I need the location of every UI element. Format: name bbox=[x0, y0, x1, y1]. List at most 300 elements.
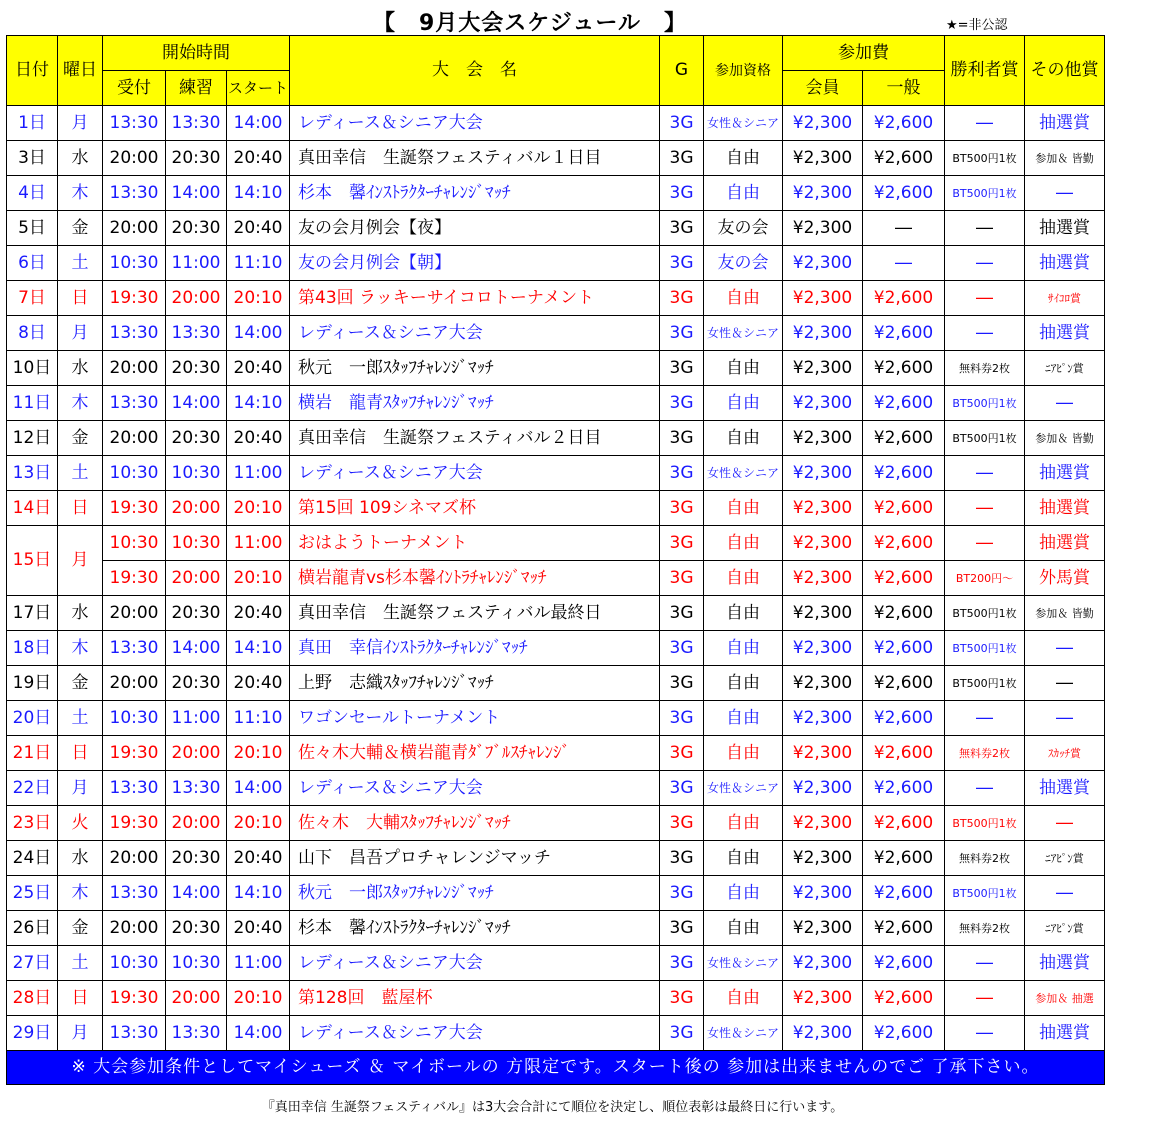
start-time: 20:40 bbox=[227, 421, 290, 456]
weekday: 水 bbox=[58, 841, 103, 876]
start-time: 11:10 bbox=[227, 246, 290, 281]
games: 3G bbox=[660, 176, 704, 211]
general-fee: ¥2,600 bbox=[863, 946, 945, 981]
games: 3G bbox=[660, 666, 704, 701]
day: 14日 bbox=[7, 491, 58, 526]
weekday: 木 bbox=[58, 631, 103, 666]
general-fee: ¥2,600 bbox=[863, 701, 945, 736]
tournament-name: 杉本 馨ｲﾝｽﾄﾗｸﾀｰﾁｬﾚﾝｼﾞﾏｯﾁ bbox=[290, 911, 660, 946]
tournament-name: レディース＆シニア大会 bbox=[290, 456, 660, 491]
qualification: 自由 bbox=[704, 491, 783, 526]
reception-time: 20:00 bbox=[103, 596, 166, 631]
tournament-name: 上野 志織ｽﾀｯﾌﾁｬﾚﾝｼﾞﾏｯﾁ bbox=[290, 666, 660, 701]
table-row bbox=[7, 281, 1105, 316]
weekday: 火 bbox=[58, 806, 103, 841]
practice-time: 10:30 bbox=[166, 456, 227, 491]
tournament-name: 第15回 109シネマズ杯 bbox=[290, 491, 660, 526]
member-fee: ¥2,300 bbox=[783, 106, 863, 141]
winner-prize: BT500円1枚 bbox=[945, 876, 1025, 911]
start-time: 11:00 bbox=[227, 526, 290, 561]
other-prize: ― bbox=[1025, 876, 1105, 911]
general-fee: ¥2,600 bbox=[863, 386, 945, 421]
member-fee: ¥2,300 bbox=[783, 666, 863, 701]
tournament-name: 友の会月例会【朝】 bbox=[290, 246, 660, 281]
weekday: 月 bbox=[58, 771, 103, 806]
reception-time: 19:30 bbox=[103, 561, 166, 596]
qualification: 自由 bbox=[704, 981, 783, 1016]
table-row bbox=[7, 456, 1105, 491]
legend-note: ★=非公認 bbox=[946, 18, 1008, 33]
practice-time: 20:00 bbox=[166, 561, 227, 596]
weekday: 土 bbox=[58, 456, 103, 491]
table-row bbox=[7, 876, 1105, 911]
general-fee: ¥2,600 bbox=[863, 876, 945, 911]
tournament-name: 真田 幸信ｲﾝｽﾄﾗｸﾀｰﾁｬﾚﾝｼﾞﾏｯﾁ bbox=[290, 631, 660, 666]
qualification: 自由 bbox=[704, 911, 783, 946]
reception-time: 20:00 bbox=[103, 141, 166, 176]
start-time: 20:10 bbox=[227, 736, 290, 771]
start-time: 14:00 bbox=[227, 106, 290, 141]
winner-prize: ― bbox=[945, 701, 1025, 736]
reception-time: 13:30 bbox=[103, 316, 166, 351]
table-row bbox=[7, 351, 1105, 386]
member-fee: ¥2,300 bbox=[783, 841, 863, 876]
reception-time: 20:00 bbox=[103, 911, 166, 946]
member-fee: ¥2,300 bbox=[783, 911, 863, 946]
reception-time: 19:30 bbox=[103, 491, 166, 526]
day: 28日 bbox=[7, 981, 58, 1016]
practice-time: 13:30 bbox=[166, 316, 227, 351]
member-fee: ¥2,300 bbox=[783, 561, 863, 596]
reception-time: 10:30 bbox=[103, 526, 166, 561]
member-fee: ¥2,300 bbox=[783, 526, 863, 561]
member-fee: ¥2,300 bbox=[783, 316, 863, 351]
qualification: 自由 bbox=[704, 666, 783, 701]
practice-time: 11:00 bbox=[166, 701, 227, 736]
practice-time: 14:00 bbox=[166, 176, 227, 211]
start-time: 20:40 bbox=[227, 211, 290, 246]
practice-time: 20:00 bbox=[166, 806, 227, 841]
qualification: 自由 bbox=[704, 806, 783, 841]
winner-prize: ― bbox=[945, 246, 1025, 281]
start-time: 20:10 bbox=[227, 806, 290, 841]
reception-time: 20:00 bbox=[103, 666, 166, 701]
tournament-name: 杉本 馨ｲﾝｽﾄﾗｸﾀｰﾁｬﾚﾝｼﾞﾏｯﾁ bbox=[290, 176, 660, 211]
tournament-name: 真田幸信 生誕祭フェスティバル最終日 bbox=[290, 596, 660, 631]
winner-prize: BT500円1枚 bbox=[945, 176, 1025, 211]
weekday: 水 bbox=[58, 351, 103, 386]
winner-prize: ― bbox=[945, 281, 1025, 316]
general-fee: ¥2,600 bbox=[863, 561, 945, 596]
tournament-name: 真田幸信 生誕祭フェスティバル２日目 bbox=[290, 421, 660, 456]
member-fee: ¥2,300 bbox=[783, 246, 863, 281]
other-prize: 抽選賞 bbox=[1025, 771, 1105, 806]
general-fee: ¥2,600 bbox=[863, 596, 945, 631]
winner-prize: BT500円1枚 bbox=[945, 141, 1025, 176]
winner-prize: 無料券2枚 bbox=[945, 736, 1025, 771]
table-row bbox=[7, 596, 1105, 631]
start-time: 20:40 bbox=[227, 351, 290, 386]
practice-time: 20:00 bbox=[166, 736, 227, 771]
general-fee: ¥2,600 bbox=[863, 421, 945, 456]
reception-time: 13:30 bbox=[103, 631, 166, 666]
start-time: 20:10 bbox=[227, 561, 290, 596]
tournament-name: 友の会月例会【夜】 bbox=[290, 211, 660, 246]
tournament-name: 佐々木 大輔ｽﾀｯﾌﾁｬﾚﾝｼﾞﾏｯﾁ bbox=[290, 806, 660, 841]
member-fee: ¥2,300 bbox=[783, 456, 863, 491]
weekday: 金 bbox=[58, 211, 103, 246]
member-fee: ¥2,300 bbox=[783, 211, 863, 246]
other-prize: ｻｲｺﾛ賞 bbox=[1025, 281, 1105, 316]
member-fee: ¥2,300 bbox=[783, 351, 863, 386]
day: 3日 bbox=[7, 141, 58, 176]
qualification: 女性＆シニア bbox=[704, 1016, 783, 1051]
header-fee: 参加費 bbox=[783, 36, 945, 71]
weekday: 金 bbox=[58, 421, 103, 456]
weekday: 日 bbox=[58, 981, 103, 1016]
tournament-name: 秋元 一郎ｽﾀｯﾌﾁｬﾚﾝｼﾞﾏｯﾁ bbox=[290, 876, 660, 911]
games: 3G bbox=[660, 561, 704, 596]
day: 25日 bbox=[7, 876, 58, 911]
weekday: 金 bbox=[58, 666, 103, 701]
winner-prize: BT500円1枚 bbox=[945, 386, 1025, 421]
winner-prize: ― bbox=[945, 1016, 1025, 1051]
practice-time: 20:00 bbox=[166, 981, 227, 1016]
practice-time: 20:30 bbox=[166, 596, 227, 631]
member-fee: ¥2,300 bbox=[783, 631, 863, 666]
qualification: 自由 bbox=[704, 351, 783, 386]
reception-time: 20:00 bbox=[103, 211, 166, 246]
winner-prize: ― bbox=[945, 981, 1025, 1016]
day: 5日 bbox=[7, 211, 58, 246]
table-row bbox=[7, 141, 1105, 176]
reception-time: 13:30 bbox=[103, 176, 166, 211]
table-row bbox=[7, 806, 1105, 841]
practice-time: 10:30 bbox=[166, 946, 227, 981]
games: 3G bbox=[660, 246, 704, 281]
start-time: 14:00 bbox=[227, 1016, 290, 1051]
winner-prize: BT500円1枚 bbox=[945, 806, 1025, 841]
member-fee: ¥2,300 bbox=[783, 386, 863, 421]
weekday: 木 bbox=[58, 386, 103, 421]
qualification: 自由 bbox=[704, 176, 783, 211]
table-row bbox=[7, 946, 1105, 981]
practice-time: 20:00 bbox=[166, 491, 227, 526]
weekday: 水 bbox=[58, 596, 103, 631]
table-row bbox=[7, 316, 1105, 351]
reception-time: 13:30 bbox=[103, 771, 166, 806]
start-time: 20:10 bbox=[227, 281, 290, 316]
qualification: 女性＆シニア bbox=[704, 771, 783, 806]
member-fee: ¥2,300 bbox=[783, 1016, 863, 1051]
header-start-time: 開始時間 bbox=[103, 36, 290, 71]
other-prize: ― bbox=[1025, 701, 1105, 736]
general-fee: ¥2,600 bbox=[863, 841, 945, 876]
general-fee: ¥2,600 bbox=[863, 491, 945, 526]
reception-time: 19:30 bbox=[103, 281, 166, 316]
qualification: 女性＆シニア bbox=[704, 946, 783, 981]
general-fee: ¥2,600 bbox=[863, 281, 945, 316]
start-time: 14:00 bbox=[227, 316, 290, 351]
games: 3G bbox=[660, 211, 704, 246]
reception-time: 20:00 bbox=[103, 351, 166, 386]
qualification: 自由 bbox=[704, 841, 783, 876]
other-prize: ｽｶｯﾁ賞 bbox=[1025, 736, 1105, 771]
winner-prize: 無料券2枚 bbox=[945, 351, 1025, 386]
other-prize: 参加＆ 皆勤 bbox=[1025, 596, 1105, 631]
day: 13日 bbox=[7, 456, 58, 491]
games: 3G bbox=[660, 421, 704, 456]
table-row bbox=[7, 631, 1105, 666]
games: 3G bbox=[660, 316, 704, 351]
tournament-name: 第128回 藍屋杯 bbox=[290, 981, 660, 1016]
qualification: 自由 bbox=[704, 631, 783, 666]
tournament-name: 佐々木大輔＆横岩龍青ﾀﾞﾌﾞﾙｽﾁｬﾚﾝｼﾞ bbox=[290, 736, 660, 771]
qualification: 自由 bbox=[704, 386, 783, 421]
games: 3G bbox=[660, 701, 704, 736]
games: 3G bbox=[660, 1016, 704, 1051]
start-time: 11:00 bbox=[227, 456, 290, 491]
other-prize: 外馬賞 bbox=[1025, 561, 1105, 596]
winner-prize: ― bbox=[945, 491, 1025, 526]
games: 3G bbox=[660, 771, 704, 806]
games: 3G bbox=[660, 596, 704, 631]
weekday: 月 bbox=[58, 1016, 103, 1051]
games: 3G bbox=[660, 281, 704, 316]
qualification: 自由 bbox=[704, 526, 783, 561]
day: 26日 bbox=[7, 911, 58, 946]
tournament-name: レディース＆シニア大会 bbox=[290, 106, 660, 141]
tournament-name: ワゴンセールトーナメント bbox=[290, 701, 660, 736]
header-member: 会員 bbox=[783, 71, 863, 106]
table-row bbox=[7, 736, 1105, 771]
start-time: 20:40 bbox=[227, 596, 290, 631]
winner-prize: ― bbox=[945, 316, 1025, 351]
header-general: 一般 bbox=[863, 71, 945, 106]
games: 3G bbox=[660, 806, 704, 841]
tournament-name: おはようトーナメント bbox=[290, 526, 660, 561]
general-fee: ― bbox=[863, 211, 945, 246]
general-fee: ― bbox=[863, 246, 945, 281]
general-fee: ¥2,600 bbox=[863, 106, 945, 141]
start-time: 14:10 bbox=[227, 631, 290, 666]
member-fee: ¥2,300 bbox=[783, 736, 863, 771]
header-weekday: 曜日 bbox=[58, 36, 103, 106]
footer-notice: ※ 大会参加条件としてマイシューズ ＆ マイボールの 方限定です。スタート後の 参加は出来ませんのでご 了承下さい。 bbox=[7, 1051, 1105, 1085]
start-time: 20:40 bbox=[227, 141, 290, 176]
weekday: 土 bbox=[58, 246, 103, 281]
table-row bbox=[7, 526, 1105, 561]
winner-prize: BT500円1枚 bbox=[945, 631, 1025, 666]
start-time: 14:10 bbox=[227, 386, 290, 421]
table-row bbox=[7, 841, 1105, 876]
practice-time: 13:30 bbox=[166, 1016, 227, 1051]
qualification: 自由 bbox=[704, 701, 783, 736]
qualification: 女性＆シニア bbox=[704, 106, 783, 141]
tournament-name: レディース＆シニア大会 bbox=[290, 316, 660, 351]
other-prize: 抽選賞 bbox=[1025, 526, 1105, 561]
day: 7日 bbox=[7, 281, 58, 316]
practice-time: 11:00 bbox=[166, 246, 227, 281]
winner-prize: 無料券2枚 bbox=[945, 841, 1025, 876]
day: 12日 bbox=[7, 421, 58, 456]
weekday: 月 bbox=[58, 526, 103, 596]
header-games: G bbox=[660, 36, 704, 106]
weekday: 日 bbox=[58, 281, 103, 316]
header-reception: 受付 bbox=[103, 71, 166, 106]
games: 3G bbox=[660, 911, 704, 946]
start-time: 20:40 bbox=[227, 666, 290, 701]
day: 18日 bbox=[7, 631, 58, 666]
weekday: 木 bbox=[58, 876, 103, 911]
other-prize: ﾆｱﾋﾟﾝ賞 bbox=[1025, 351, 1105, 386]
winner-prize: 無料券2枚 bbox=[945, 911, 1025, 946]
games: 3G bbox=[660, 526, 704, 561]
day: 24日 bbox=[7, 841, 58, 876]
weekday: 土 bbox=[58, 701, 103, 736]
member-fee: ¥2,300 bbox=[783, 946, 863, 981]
practice-time: 13:30 bbox=[166, 106, 227, 141]
day: 17日 bbox=[7, 596, 58, 631]
day: 29日 bbox=[7, 1016, 58, 1051]
reception-time: 19:30 bbox=[103, 736, 166, 771]
games: 3G bbox=[660, 946, 704, 981]
winner-prize: ― bbox=[945, 526, 1025, 561]
qualification: 自由 bbox=[704, 876, 783, 911]
general-fee: ¥2,600 bbox=[863, 456, 945, 491]
table-row bbox=[7, 981, 1105, 1016]
tournament-name: 横岩 龍青ｽﾀｯﾌﾁｬﾚﾝｼﾞﾏｯﾁ bbox=[290, 386, 660, 421]
day: 23日 bbox=[7, 806, 58, 841]
general-fee: ¥2,600 bbox=[863, 141, 945, 176]
table-row bbox=[7, 211, 1105, 246]
general-fee: ¥2,600 bbox=[863, 666, 945, 701]
winner-prize: ― bbox=[945, 946, 1025, 981]
practice-time: 20:30 bbox=[166, 911, 227, 946]
tournament-name: レディース＆シニア大会 bbox=[290, 771, 660, 806]
general-fee: ¥2,600 bbox=[863, 176, 945, 211]
other-prize: 抽選賞 bbox=[1025, 1016, 1105, 1051]
games: 3G bbox=[660, 141, 704, 176]
day: 21日 bbox=[7, 736, 58, 771]
other-prize: 参加＆ 皆勤 bbox=[1025, 421, 1105, 456]
tournament-name: 山下 昌吾プロチャレンジマッチ bbox=[290, 841, 660, 876]
other-prize: 抽選賞 bbox=[1025, 211, 1105, 246]
table-row bbox=[7, 176, 1105, 211]
page-title: 【 9月大会スケジュール 】 bbox=[373, 11, 687, 36]
day: 19日 bbox=[7, 666, 58, 701]
day: 6日 bbox=[7, 246, 58, 281]
other-prize: ― bbox=[1025, 176, 1105, 211]
games: 3G bbox=[660, 106, 704, 141]
games: 3G bbox=[660, 386, 704, 421]
table-row bbox=[7, 911, 1105, 946]
header-start: スタート bbox=[227, 71, 290, 106]
general-fee: ¥2,600 bbox=[863, 631, 945, 666]
tournament-name: 第43回 ラッキーサイコロトーナメント bbox=[290, 281, 660, 316]
table-row bbox=[7, 701, 1105, 736]
start-time: 14:10 bbox=[227, 876, 290, 911]
games: 3G bbox=[660, 736, 704, 771]
header-day: 日付 bbox=[7, 36, 58, 106]
table-row bbox=[7, 421, 1105, 456]
weekday: 木 bbox=[58, 176, 103, 211]
practice-time: 14:00 bbox=[166, 876, 227, 911]
games: 3G bbox=[660, 841, 704, 876]
general-fee: ¥2,600 bbox=[863, 316, 945, 351]
day: 4日 bbox=[7, 176, 58, 211]
other-prize: 参加＆ 皆勤 bbox=[1025, 141, 1105, 176]
other-prize: 抽選賞 bbox=[1025, 246, 1105, 281]
qualification: 自由 bbox=[704, 421, 783, 456]
table-row bbox=[7, 106, 1105, 141]
table-row bbox=[7, 386, 1105, 421]
weekday: 日 bbox=[58, 491, 103, 526]
member-fee: ¥2,300 bbox=[783, 876, 863, 911]
day: 15日 bbox=[7, 526, 58, 596]
other-prize: ﾆｱﾋﾟﾝ賞 bbox=[1025, 841, 1105, 876]
header-practice: 練習 bbox=[166, 71, 227, 106]
qualification: 友の会 bbox=[704, 246, 783, 281]
start-time: 20:40 bbox=[227, 911, 290, 946]
start-time: 20:10 bbox=[227, 981, 290, 1016]
day: 20日 bbox=[7, 701, 58, 736]
winner-prize: ― bbox=[945, 456, 1025, 491]
reception-time: 10:30 bbox=[103, 946, 166, 981]
games: 3G bbox=[660, 491, 704, 526]
day: 8日 bbox=[7, 316, 58, 351]
weekday: 日 bbox=[58, 736, 103, 771]
reception-time: 13:30 bbox=[103, 876, 166, 911]
qualification: 自由 bbox=[704, 596, 783, 631]
games: 3G bbox=[660, 981, 704, 1016]
day: 22日 bbox=[7, 771, 58, 806]
start-time: 11:10 bbox=[227, 701, 290, 736]
header-qualification: 参加資格 bbox=[704, 36, 783, 106]
table-row bbox=[7, 666, 1105, 701]
reception-time: 20:00 bbox=[103, 421, 166, 456]
reception-time: 10:30 bbox=[103, 701, 166, 736]
winner-prize: BT200円～ bbox=[945, 561, 1025, 596]
winner-prize: BT500円1枚 bbox=[945, 421, 1025, 456]
tournament-name: レディース＆シニア大会 bbox=[290, 946, 660, 981]
practice-time: 10:30 bbox=[166, 526, 227, 561]
qualification: 友の会 bbox=[704, 211, 783, 246]
qualification: 自由 bbox=[704, 561, 783, 596]
practice-time: 13:30 bbox=[166, 771, 227, 806]
general-fee: ¥2,600 bbox=[863, 351, 945, 386]
member-fee: ¥2,300 bbox=[783, 421, 863, 456]
other-prize: ― bbox=[1025, 806, 1105, 841]
tournament-name: 横岩龍青vs杉本馨ｲﾝﾄﾗﾁｬﾚﾝｼﾞﾏｯﾁ bbox=[290, 561, 660, 596]
member-fee: ¥2,300 bbox=[783, 281, 863, 316]
general-fee: ¥2,600 bbox=[863, 526, 945, 561]
practice-time: 14:00 bbox=[166, 386, 227, 421]
reception-time: 13:30 bbox=[103, 386, 166, 421]
start-time: 20:10 bbox=[227, 491, 290, 526]
weekday: 水 bbox=[58, 141, 103, 176]
practice-time: 14:00 bbox=[166, 631, 227, 666]
other-prize: ― bbox=[1025, 666, 1105, 701]
member-fee: ¥2,300 bbox=[783, 141, 863, 176]
practice-time: 20:30 bbox=[166, 141, 227, 176]
start-time: 20:40 bbox=[227, 841, 290, 876]
reception-time: 10:30 bbox=[103, 456, 166, 491]
other-prize: 抽選賞 bbox=[1025, 946, 1105, 981]
practice-time: 20:00 bbox=[166, 281, 227, 316]
table-row bbox=[7, 1016, 1105, 1051]
member-fee: ¥2,300 bbox=[783, 771, 863, 806]
